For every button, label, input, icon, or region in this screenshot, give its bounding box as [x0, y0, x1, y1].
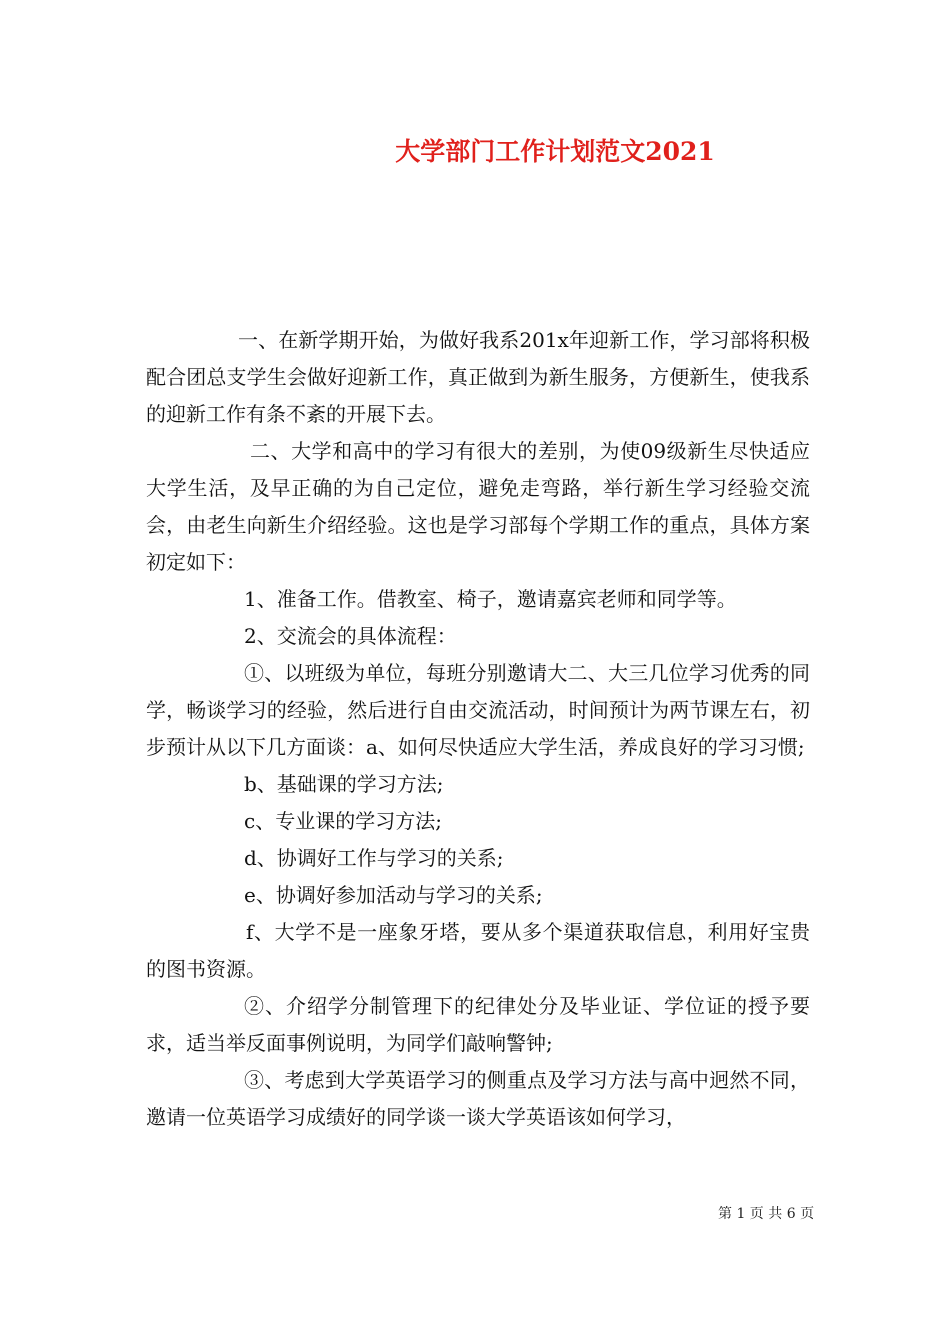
- paragraph-2: 二、大学和高中的学习有很大的差别，为使09级新生尽快适应大学生活，及早正确的为自己定位，避免走弯路，举行新生学习经验交流会，由老生向新生介绍经验。这也是学习部每个学期工作的重点，具体方案初定如下：: [146, 439, 810, 574]
- paragraph-5: ①、以班级为单位，每班分别邀请大二、大三几位学习优秀的同学，畅谈学习的经验，然后进行自由交流活动，时间预计为两节课左右，初步预计从以下几方面谈：a、如何尽快适应大学生活，养成良好的学习习惯;: [146, 661, 810, 759]
- page-footer: [718, 1203, 814, 1223]
- paragraph-8: d、协调好工作与学习的关系;: [244, 846, 504, 870]
- paragraph-9: e、协调好参加活动与学习的关系;: [244, 883, 543, 907]
- paragraph-4: 2、交流会的具体流程：: [244, 624, 457, 648]
- paragraph-11: ②、介绍学分制管理下的纪律处分及毕业证、学位证的授予要求，适当举反面事例说明，为同学们敲响警钟;: [146, 994, 810, 1055]
- document-title: 大学部门工作计划范文2021: [395, 137, 715, 166]
- paragraph-10: f、大学不是一座象牙塔，要从多个渠道获取信息，利用好宝贵的图书资源。: [146, 920, 810, 981]
- paragraph-12: ③、考虑到大学英语学习的侧重点及学习方法与高中迥然不同，邀请一位英语学习成绩好的同学谈一谈大学英语该如何学习，: [146, 1068, 810, 1129]
- document-body: [146, 322, 810, 1136]
- paragraph-7: c、专业课的学习方法;: [244, 809, 442, 833]
- paragraph-1: 一、在新学期开始，为做好我系201x年迎新工作，学习部将积极配合团总支学生会做好迎新工作，真正做到为新生服务，方便新生，使我系的迎新工作有条不紊的开展下去。: [146, 328, 810, 426]
- page-number-label: 第 1 页 共 6 页: [718, 1206, 815, 1222]
- paragraph-3: 1、准备工作。借教室、椅子，邀请嘉宾老师和同学等。: [244, 587, 737, 611]
- paragraph-6: b、基础课的学习方法;: [244, 772, 444, 796]
